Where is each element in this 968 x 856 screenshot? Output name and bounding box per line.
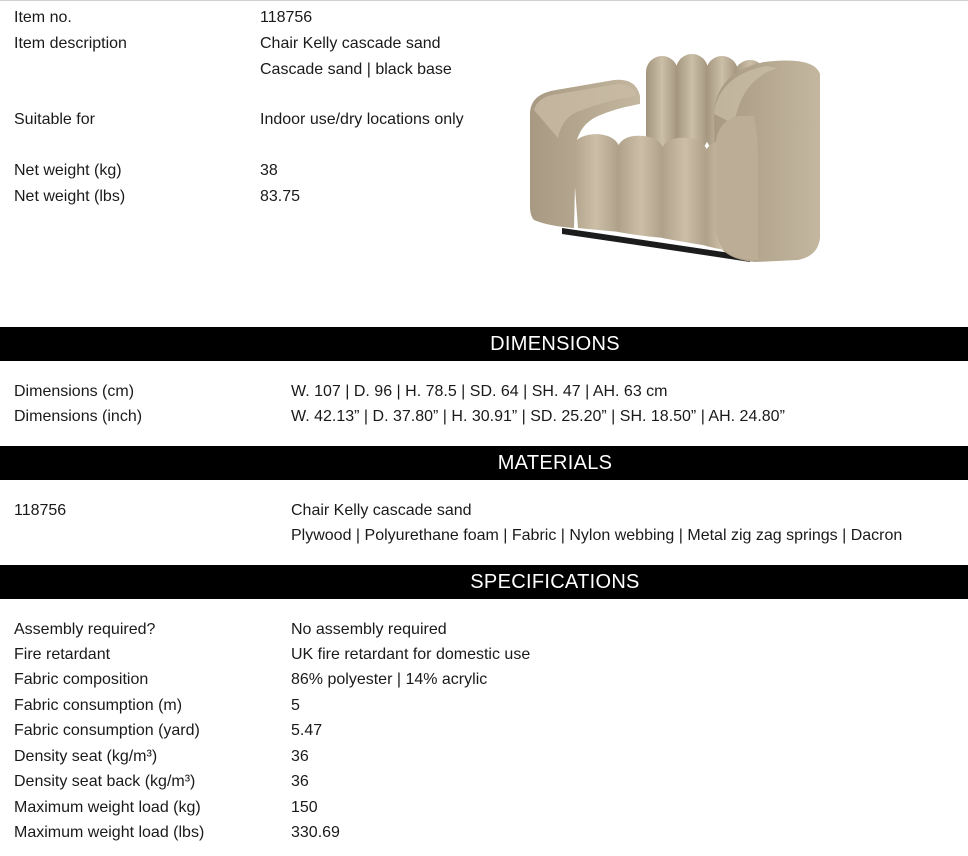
top-divider: [0, 0, 968, 1]
net-weight-kg-label: Net weight (kg): [14, 162, 122, 179]
net-weight-kg-value: 38: [260, 162, 278, 179]
spec-label: Fabric consumption (m): [14, 697, 183, 714]
product-image: [528, 50, 824, 264]
net-weight-lbs-value: 83.75: [260, 188, 301, 205]
dimensions-inch-label: Dimensions (inch): [14, 408, 143, 425]
dimensions-heading: DIMENSIONS: [490, 333, 620, 355]
item-description-line1: Chair Kelly cascade sand: [260, 35, 441, 52]
materials-item-label: 118756: [14, 502, 67, 519]
spec-label: Fabric composition: [14, 671, 149, 688]
spec-label: Maximum weight load (lbs): [14, 824, 205, 841]
specifications-heading: SPECIFICATIONS: [470, 571, 640, 593]
materials-line2: Plywood | Polyurethane foam | Fabric | Nylon webbing | Metal zig zag springs | Dacron: [291, 527, 903, 544]
item-description-line2: Cascade sand | black base: [260, 61, 452, 78]
dimensions-inch-value: W. 42.13” | D. 37.80” | H. 30.91” | SD. 25.20” | SH. 18.50” | AH. 24.80”: [291, 408, 785, 425]
net-weight-lbs-label: Net weight (lbs): [14, 188, 126, 205]
dimensions-header: [0, 327, 968, 361]
spec-value: No assembly required: [291, 621, 447, 638]
materials-heading: MATERIALS: [497, 452, 613, 474]
item-no-value: 118756: [260, 9, 313, 26]
item-no-label: Item no.: [14, 9, 72, 26]
spec-value: 5.47: [291, 722, 323, 739]
materials-line1: Chair Kelly cascade sand: [291, 502, 472, 519]
spec-value: 36: [291, 748, 309, 765]
spec-label: Assembly required?: [14, 621, 156, 638]
item-description-label: Item description: [14, 35, 127, 52]
spec-value: 150: [291, 799, 318, 816]
spec-label: Fire retardant: [14, 646, 111, 663]
spec-label: Density seat (kg/m³): [14, 748, 158, 765]
spec-value: 330.69: [291, 824, 340, 841]
dimensions-cm-value: W. 107 | D. 96 | H. 78.5 | SD. 64 | SH. 47 | AH. 63 cm: [291, 383, 668, 400]
spec-value: UK fire retardant for domestic use: [291, 646, 531, 663]
spec-value: 86% polyester | 14% acrylic: [291, 671, 488, 688]
spec-label: Fabric consumption (yard): [14, 722, 200, 739]
dimensions-cm-label: Dimensions (cm): [14, 383, 135, 400]
spec-label: Density seat back (kg/m³): [14, 773, 196, 790]
suitable-for-value: Indoor use/dry locations only: [260, 111, 464, 128]
materials-header: [0, 446, 968, 480]
spec-label: Maximum weight load (kg): [14, 799, 201, 816]
suitable-for-label: Suitable for: [14, 111, 95, 128]
spec-value: 5: [291, 697, 300, 714]
spec-value: 36: [291, 773, 309, 790]
specifications-header: [0, 565, 968, 599]
